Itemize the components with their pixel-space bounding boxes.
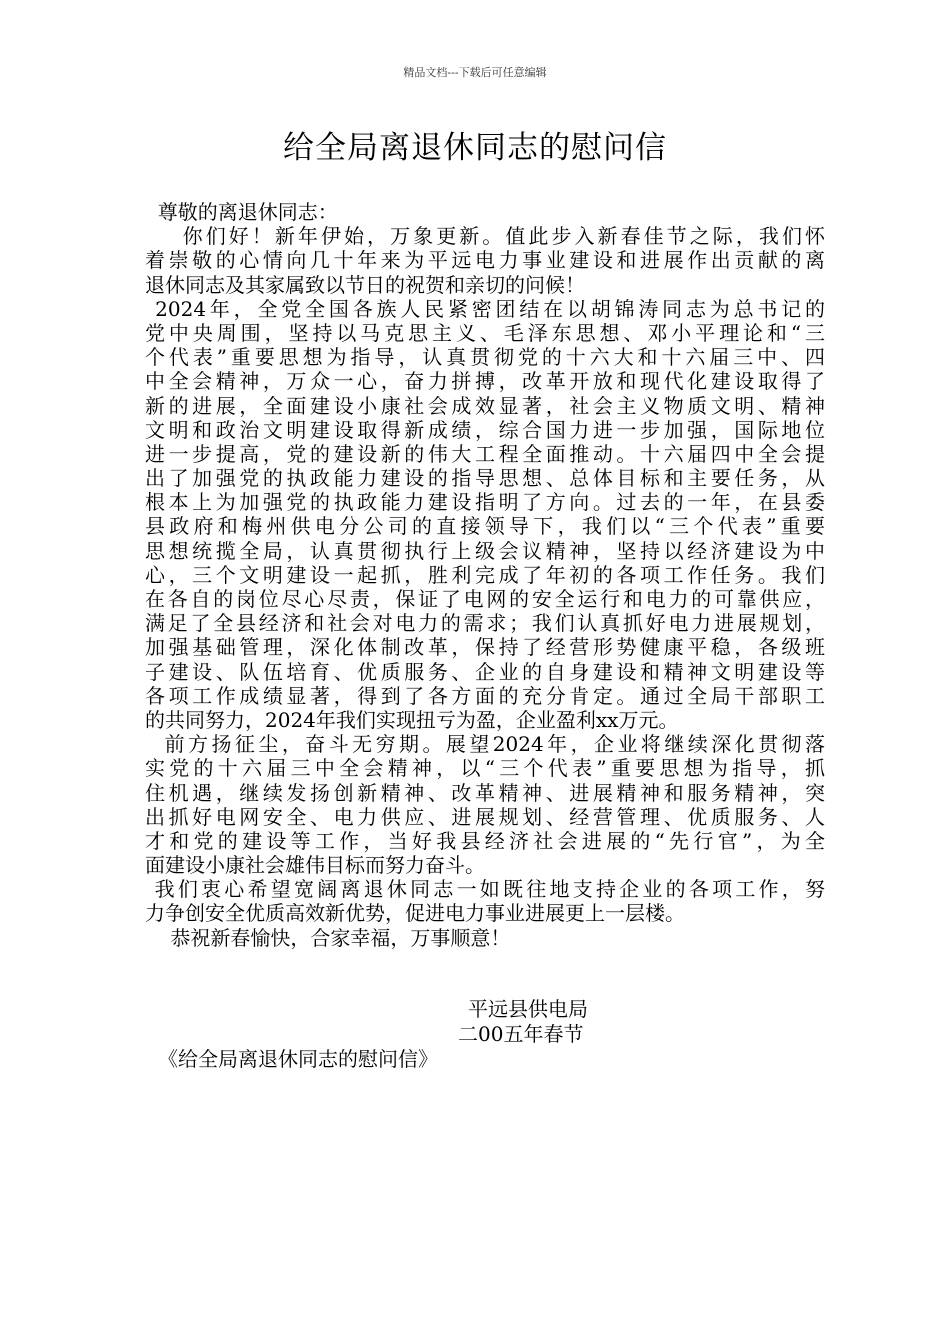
body-line: 加强基础管理，深化体制改革，保持了经营形势健康平稳，各级班 xyxy=(145,635,825,660)
body-line: 在各自的岗位尽心尽责，保证了电网的安全运行和电力的可靠供应， xyxy=(145,587,825,611)
body-line: 着崇敬的心情向几十年来为平远电力事业建设和进展作出贡献的离 xyxy=(145,248,825,273)
body-line: 尊敬的离退休同志： xyxy=(145,200,338,224)
body-line: 才和党的建设等工作，当好我县经济社会进展的“先行官”，为全 xyxy=(145,828,825,853)
body-line: 我们衷心希望宽阔离退休同志一如既往地支持企业的各项工作，努 xyxy=(145,877,825,902)
body-line: 住机遇，继续发扬创新精神、改革精神、进展精神和服务精神，突 xyxy=(145,780,825,805)
body-line: 新的进展，全面建设小康社会成效显著，社会主义物质文明、精神 xyxy=(145,393,825,418)
body-line: 文明和政治文明建设取得新成绩，综合国力进一步加强，国际地位 xyxy=(145,417,825,442)
letter-body xyxy=(145,200,825,950)
body-line: 满足了全县经济和社会对电力的需求；我们认真抓好电力进展规划， xyxy=(145,611,825,636)
body-line: 出了加强党的执政能力建设的指导思想、总体目标和主要任务，从 xyxy=(145,466,825,491)
signature-date-text: 二00五年春节 xyxy=(458,1022,584,1046)
body-line: 子建设、队伍培育、优质服务、企业的自身建设和精神文明建设等 xyxy=(145,659,825,684)
body-line: 进一步提高，党的建设新的伟大工程全面推动。十六届四中全会提 xyxy=(145,441,825,466)
body-line: 的共同努力，2024年我们实现扭亏为盈，企业盈利xx万元。 xyxy=(145,707,679,732)
body-line: 退休同志及其家属致以节日的祝贺和亲切的问候！ xyxy=(145,272,585,297)
body-line: 党中央周围，坚持以马克思主义、毛泽东思想、邓小平理论和“三 xyxy=(145,320,825,345)
body-line: 前方扬征尘，奋斗无穷期。展望2024年，企业将继续深化贯彻落 xyxy=(145,732,825,757)
body-line: 各项工作成绩显著，得到了各方面的充分肯定。通过全局干部职工 xyxy=(145,683,825,708)
letter-title: 给全局离退休同志的慰问信 xyxy=(283,130,667,166)
body-line: 恭祝新春愉快，合家幸福，万事顺意！ xyxy=(145,925,511,950)
body-line: 思想统揽全局，认真贯彻执行上级会议精神，坚持以经济建设为中 xyxy=(145,538,825,563)
body-line: 出抓好电网安全、电力供应、进展规划、经营管理、优质服务、人 xyxy=(145,804,825,829)
footer-title: 《给全局离退休同志的慰问信》 xyxy=(158,1047,438,1071)
body-line: 个代表”重要思想为指导，认真贯彻党的十六大和十六届三中、四 xyxy=(145,345,825,370)
body-line: 县政府和梅州供电分公司的直接领导下，我们以“三个代表”重要 xyxy=(145,514,825,539)
body-line: 实党的十六届三中全会精神，以“三个代表”重要思想为指导，抓 xyxy=(145,756,825,781)
header-note: 精品文档---下载后可任意编辑 xyxy=(403,66,547,79)
body-line: 心，三个文明建设一起抓，胜利完成了年初的各项工作任务。我们 xyxy=(145,562,825,587)
body-line: 面建设小康社会雄伟目标而努力奋斗。 xyxy=(145,853,485,878)
body-line: 中全会精神，万众一心，奋力拼搏，改革开放和现代化建设取得了 xyxy=(145,369,825,394)
body-line: 力争创安全优质高效新优势，促进电力事业进展更上一层楼。 xyxy=(145,901,685,926)
body-line: 你们好！新年伊始，万象更新。值此步入新春佳节之际，我们怀 xyxy=(145,224,825,249)
signature-org-text: 平远县供电局 xyxy=(468,997,588,1021)
body-line: 2024年，全党全国各族人民紧密团结在以胡锦涛同志为总书记的 xyxy=(145,296,825,321)
body-line: 根本上为加强党的执政能力建设指明了方向。过去的一年，在县委 xyxy=(145,490,825,515)
